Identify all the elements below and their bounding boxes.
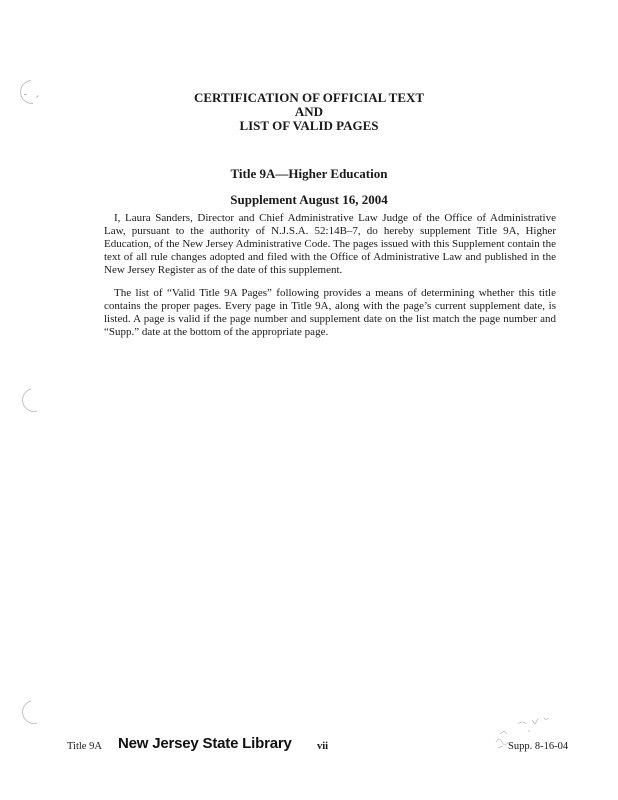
valid-pages-heading: LIST OF VALID PAGES: [239, 118, 379, 133]
certification-heading: CERTIFICATION OF OFFICIAL TEXT: [193, 90, 425, 105]
valid-pages-paragraph: The list of “Valid Title 9A Pages” following provides a means of determining whether this title contains the proper pages. Every page in Title 9A, along with the page’s current supplement date, is listed. A page is valid if the page number and supplement date on the list match the page number and “Supp.” date at the bottom of the appropriate page.: [104, 287, 556, 338]
heading-conjunction: AND: [294, 104, 324, 119]
footer-page-number: vii: [317, 741, 329, 752]
supplement-heading: Supplement August 16, 2004: [230, 192, 388, 207]
punch-hole-mark-bottom: [18, 696, 51, 729]
punch-hole-mark-middle: [18, 384, 51, 417]
footer-supplement-date: Supp. 8-16-04: [508, 741, 569, 752]
footer-title: Title 9A: [67, 741, 102, 752]
certification-paragraph: I, Laura Sanders, Director and Chief Administrative Law Judge of the Office of Administrative Law, pursuant to the authority of N.J.S.A. 52:14B–7, do hereby supplement Title 9A, Higher Education, of the New Jersey Administrative Code. The pages issued with this Supplement contain the text of all rule changes adopted and filed with the Office of Administrative Law and published in the New Jersey Register as of the date of this supplement.: [104, 212, 556, 276]
title-heading: Title 9A—Higher Education: [230, 166, 388, 181]
library-stamp: New Jersey State Library: [118, 735, 292, 752]
